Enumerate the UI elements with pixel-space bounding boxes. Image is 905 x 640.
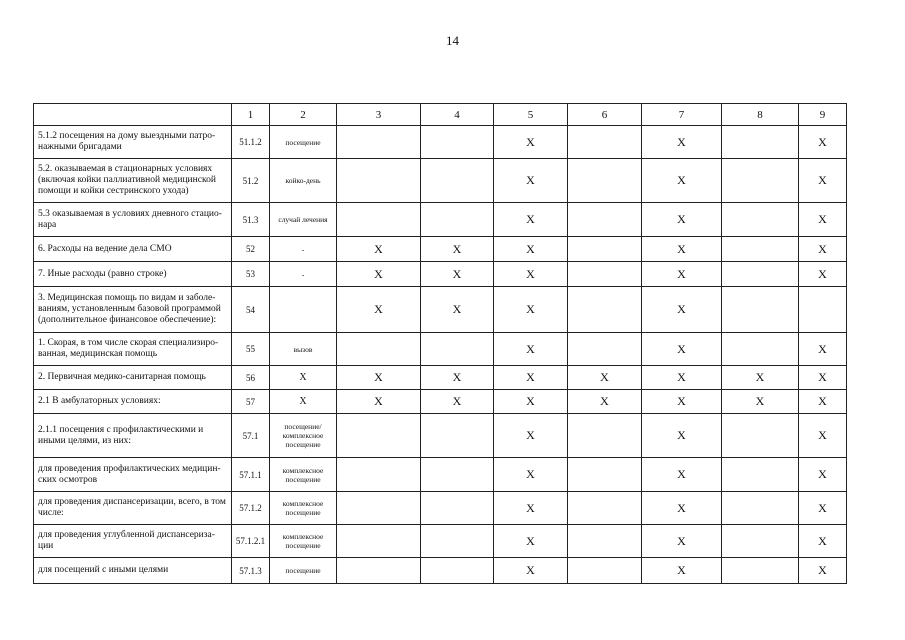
cell-col9: X [799, 525, 847, 558]
row-unit: посещение [270, 558, 337, 584]
cell-col6: X [568, 366, 642, 390]
row-code: 57.1.2.1 [232, 525, 270, 558]
row-name: 5.2. оказываемая в стационарных условиях (включая койки паллиативной медицинской помощи и койки сестринского ухода) [34, 159, 232, 203]
row-unit: вызов [270, 333, 337, 366]
cell-col5: X [494, 492, 568, 525]
header-cell: 8 [722, 104, 799, 126]
row-unit [270, 287, 337, 333]
row-unit: комплексное посещение [270, 525, 337, 558]
cell-col5: X [494, 203, 568, 237]
row-name: для проведения профилактических медицин-ских осмотров [34, 458, 232, 492]
cell-col6 [568, 262, 642, 287]
cell-col5: X [494, 159, 568, 203]
cell-col3 [337, 525, 421, 558]
row-code: 51.3 [232, 203, 270, 237]
cell-col4 [421, 159, 494, 203]
cell-col9: X [799, 159, 847, 203]
cell-col8 [722, 333, 799, 366]
table-row [34, 366, 847, 390]
header-cell: 7 [642, 104, 722, 126]
cell-col5: X [494, 287, 568, 333]
cell-col5: X [494, 525, 568, 558]
cell-col7: X [642, 237, 722, 262]
row-unit: - [270, 237, 337, 262]
cell-col8 [722, 126, 799, 159]
cell-col9: X [799, 492, 847, 525]
cell-col5: X [494, 262, 568, 287]
table-row [34, 159, 847, 203]
header-cell: 2 [270, 104, 337, 126]
cell-col9: X [799, 262, 847, 287]
cell-col8 [722, 525, 799, 558]
cell-col5: X [494, 390, 568, 414]
cell-col7: X [642, 414, 722, 458]
cell-col6 [568, 492, 642, 525]
table-row [34, 390, 847, 414]
cell-col9: X [799, 414, 847, 458]
cell-col6 [568, 414, 642, 458]
table-row [34, 558, 847, 584]
cell-col4 [421, 414, 494, 458]
cell-col7: X [642, 203, 722, 237]
row-code: 52 [232, 237, 270, 262]
cell-col4 [421, 558, 494, 584]
cell-col6 [568, 159, 642, 203]
cell-col4: X [421, 390, 494, 414]
cell-col9: X [799, 333, 847, 366]
cell-col6 [568, 525, 642, 558]
cell-col5: X [494, 126, 568, 159]
cell-col4: X [421, 287, 494, 333]
cell-col9: X [799, 203, 847, 237]
cell-col7: X [642, 126, 722, 159]
cell-col3 [337, 458, 421, 492]
row-code: 51.2 [232, 159, 270, 203]
cell-col6 [568, 126, 642, 159]
table-row [34, 237, 847, 262]
cell-col7: X [642, 333, 722, 366]
cell-col4 [421, 458, 494, 492]
row-unit: комплексное посещение [270, 492, 337, 525]
row-name: для посещений с иными целями [34, 558, 232, 584]
cell-col8 [722, 159, 799, 203]
cell-col8 [722, 492, 799, 525]
cell-col4 [421, 333, 494, 366]
cell-col5: X [494, 558, 568, 584]
cell-col4: X [421, 262, 494, 287]
cell-col8 [722, 203, 799, 237]
cell-col3: X [337, 366, 421, 390]
row-name: 2. Первичная медико-санитарная помощь [34, 366, 232, 390]
cell-col8: X [722, 390, 799, 414]
row-code: 57.1.3 [232, 558, 270, 584]
cell-col9 [799, 287, 847, 333]
cell-col3 [337, 203, 421, 237]
cell-col7: X [642, 525, 722, 558]
cell-col5: X [494, 333, 568, 366]
cell-col7: X [642, 159, 722, 203]
row-name: 5.1.2 посещения на дому выездными патро-нажными бригадами [34, 126, 232, 159]
row-code: 56 [232, 366, 270, 390]
row-code: 57 [232, 390, 270, 414]
page-number: 14 [446, 33, 459, 48]
header-row [34, 104, 847, 126]
cell-col3 [337, 159, 421, 203]
row-code: 57.1.2 [232, 492, 270, 525]
cell-col7: X [642, 366, 722, 390]
cell-col9: X [799, 237, 847, 262]
cell-col7: X [642, 262, 722, 287]
cell-col7: X [642, 390, 722, 414]
table-row [34, 414, 847, 458]
row-code: 54 [232, 287, 270, 333]
row-unit: койко-день [270, 159, 337, 203]
cell-col8 [722, 458, 799, 492]
cell-col3: X [337, 287, 421, 333]
row-name: для проведения углубленной диспансериза-ции [34, 525, 232, 558]
table-row [34, 525, 847, 558]
cell-col3: X [337, 237, 421, 262]
row-code: 53 [232, 262, 270, 287]
cell-col5: X [494, 458, 568, 492]
cell-col3 [337, 558, 421, 584]
table-row [34, 287, 847, 333]
cell-col5: X [494, 414, 568, 458]
row-name: 1. Скорая, в том числе скорая специализиро-ванная, медицинская помощь [34, 333, 232, 366]
row-unit: X [270, 366, 337, 390]
row-unit: - [270, 262, 337, 287]
cell-col8: X [722, 366, 799, 390]
cell-col7: X [642, 287, 722, 333]
table-row [34, 333, 847, 366]
row-code: 57.1.1 [232, 458, 270, 492]
row-unit: посещение [270, 126, 337, 159]
header-cell: 5 [494, 104, 568, 126]
cell-col4 [421, 525, 494, 558]
cell-col9: X [799, 458, 847, 492]
row-name: 2.1.1 посещения с профилактическими и иными целями, из них: [34, 414, 232, 458]
table-row [34, 203, 847, 237]
table-row [34, 458, 847, 492]
row-name: 2.1 В амбулаторных условиях: [34, 390, 232, 414]
row-unit: случай лечения [270, 203, 337, 237]
row-unit: комплексное посещение [270, 458, 337, 492]
cell-col6: X [568, 390, 642, 414]
cell-col4 [421, 492, 494, 525]
row-name: 5.3 оказываемая в условиях дневного стацио-нара [34, 203, 232, 237]
cell-col6 [568, 558, 642, 584]
row-name: 7. Иные расходы (равно строке) [34, 262, 232, 287]
row-unit: X [270, 390, 337, 414]
cell-col6 [568, 333, 642, 366]
header-cell: 4 [421, 104, 494, 126]
cell-col3 [337, 333, 421, 366]
row-unit: посещение/ комплексное посещение [270, 414, 337, 458]
cell-col8 [722, 262, 799, 287]
cell-col6 [568, 287, 642, 333]
cell-col8 [722, 287, 799, 333]
header-cell: 9 [799, 104, 847, 126]
table-row [34, 126, 847, 159]
cell-col5: X [494, 237, 568, 262]
cell-col4: X [421, 237, 494, 262]
cell-col8 [722, 414, 799, 458]
cell-col3: X [337, 262, 421, 287]
cell-col7: X [642, 492, 722, 525]
table-row [34, 492, 847, 525]
cell-col6 [568, 203, 642, 237]
cell-col4: X [421, 366, 494, 390]
header-cell: 1 [232, 104, 270, 126]
cell-col9: X [799, 558, 847, 584]
row-code: 55 [232, 333, 270, 366]
cell-col4 [421, 203, 494, 237]
cell-col7: X [642, 458, 722, 492]
row-code: 57.1 [232, 414, 270, 458]
cell-col7: X [642, 558, 722, 584]
cell-col6 [568, 458, 642, 492]
cell-col3 [337, 126, 421, 159]
cell-col8 [722, 558, 799, 584]
cell-col6 [568, 237, 642, 262]
cell-col3 [337, 414, 421, 458]
cell-col8 [722, 237, 799, 262]
cell-col5: X [494, 366, 568, 390]
cell-col9: X [799, 390, 847, 414]
cell-col9: X [799, 366, 847, 390]
data-table [33, 103, 847, 584]
header-cell [34, 104, 232, 126]
row-code: 51.1.2 [232, 126, 270, 159]
cell-col3 [337, 492, 421, 525]
table-row [34, 262, 847, 287]
cell-col9: X [799, 126, 847, 159]
header-cell: 6 [568, 104, 642, 126]
cell-col3: X [337, 390, 421, 414]
row-name: 6. Расходы на ведение дела СМО [34, 237, 232, 262]
cell-col4 [421, 126, 494, 159]
row-name: для проведения диспансеризации, всего, в том числе: [34, 492, 232, 525]
header-cell: 3 [337, 104, 421, 126]
row-name: 3. Медицинская помощь по видам и заболе-ваниям, установленным базовой программой (дополнительное финансовое обеспечение): [34, 287, 232, 333]
